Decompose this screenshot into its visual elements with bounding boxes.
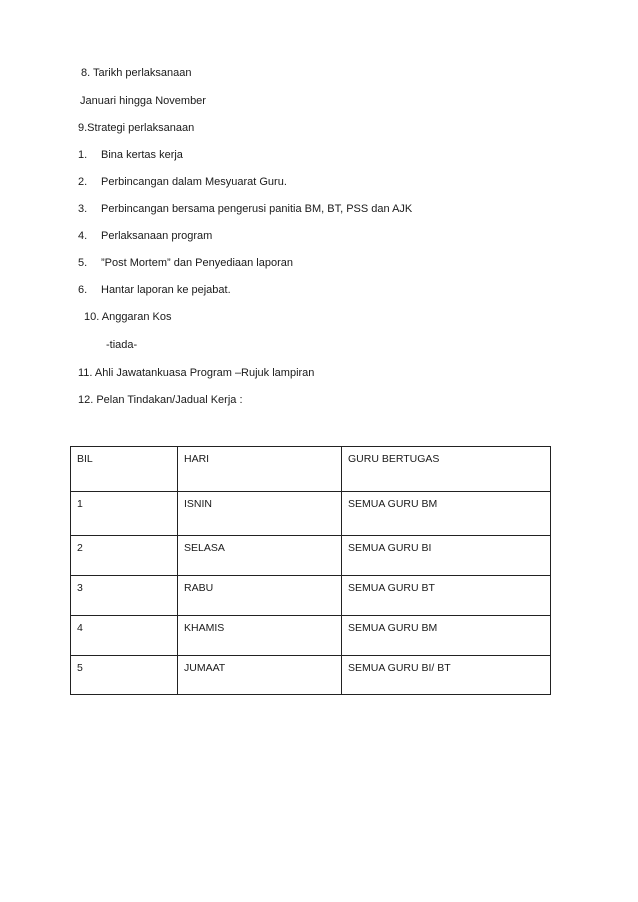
table-row: [71, 492, 551, 536]
table-cell-hari: RABU: [178, 576, 342, 616]
table-row: [71, 576, 551, 616]
table-cell-guru: SEMUA GURU BM: [342, 616, 551, 656]
list-item-text: Perlaksanaan program: [101, 230, 213, 242]
table-cell-guru: SEMUA GURU BT: [342, 576, 551, 616]
list-item-text: Perbincangan bersama pengerusi panitia BM, BT, PSS dan AJK: [101, 203, 413, 215]
list-item-text: Perbincangan dalam Mesyuarat Guru.: [101, 176, 287, 188]
table-row: [71, 536, 551, 576]
section-12-heading: 12. Pelan Tindakan/Jadual Kerja :: [78, 394, 243, 406]
list-item-number: 5.: [78, 257, 88, 269]
table-cell-hari: SELASA: [178, 536, 342, 576]
column-header-bil: BIL: [71, 447, 178, 492]
section-11-heading: 11. Ahli Jawatankuasa Program –Rujuk lampiran: [78, 367, 315, 379]
table-cell-bil: 1: [71, 492, 178, 536]
section-10-heading: 10. Anggaran Kos: [84, 311, 172, 323]
table-cell-bil: 5: [71, 656, 178, 695]
table-cell-guru: SEMUA GURU BI/ BT: [342, 656, 551, 695]
list-item-number: 4.: [78, 230, 88, 242]
section-10-value: -tiada-: [106, 339, 138, 351]
table-cell-bil: 4: [71, 616, 178, 656]
table-cell-hari: JUMAAT: [178, 656, 342, 695]
list-item-number: 2.: [78, 176, 88, 188]
section-9-heading: 9.Strategi perlaksanaan: [78, 122, 195, 134]
work-schedule-table: [70, 446, 551, 695]
table-header-row: [71, 447, 551, 492]
section-8-heading: 8. Tarikh perlaksanaan: [81, 67, 192, 79]
table-cell-hari: ISNIN: [178, 492, 342, 536]
list-item-number: 1.: [78, 149, 88, 161]
list-item-text: Bina kertas kerja: [101, 149, 183, 161]
section-8-value: Januari hingga November: [80, 95, 206, 107]
table-cell-bil: 2: [71, 536, 178, 576]
table-cell-guru: SEMUA GURU BM: [342, 492, 551, 536]
table-row: [71, 656, 551, 695]
list-item-text: Hantar laporan ke pejabat.: [101, 284, 231, 296]
list-item-number: 3.: [78, 203, 88, 215]
list-item-text: ”Post Mortem” dan Penyediaan laporan: [101, 257, 293, 269]
table-cell-hari: KHAMIS: [178, 616, 342, 656]
column-header-guru-bertugas: GURU BERTUGAS: [342, 447, 551, 492]
table-cell-bil: 3: [71, 576, 178, 616]
table-cell-guru: SEMUA GURU BI: [342, 536, 551, 576]
table-row: [71, 616, 551, 656]
list-item-number: 6.: [78, 284, 88, 296]
column-header-hari: HARI: [178, 447, 342, 492]
